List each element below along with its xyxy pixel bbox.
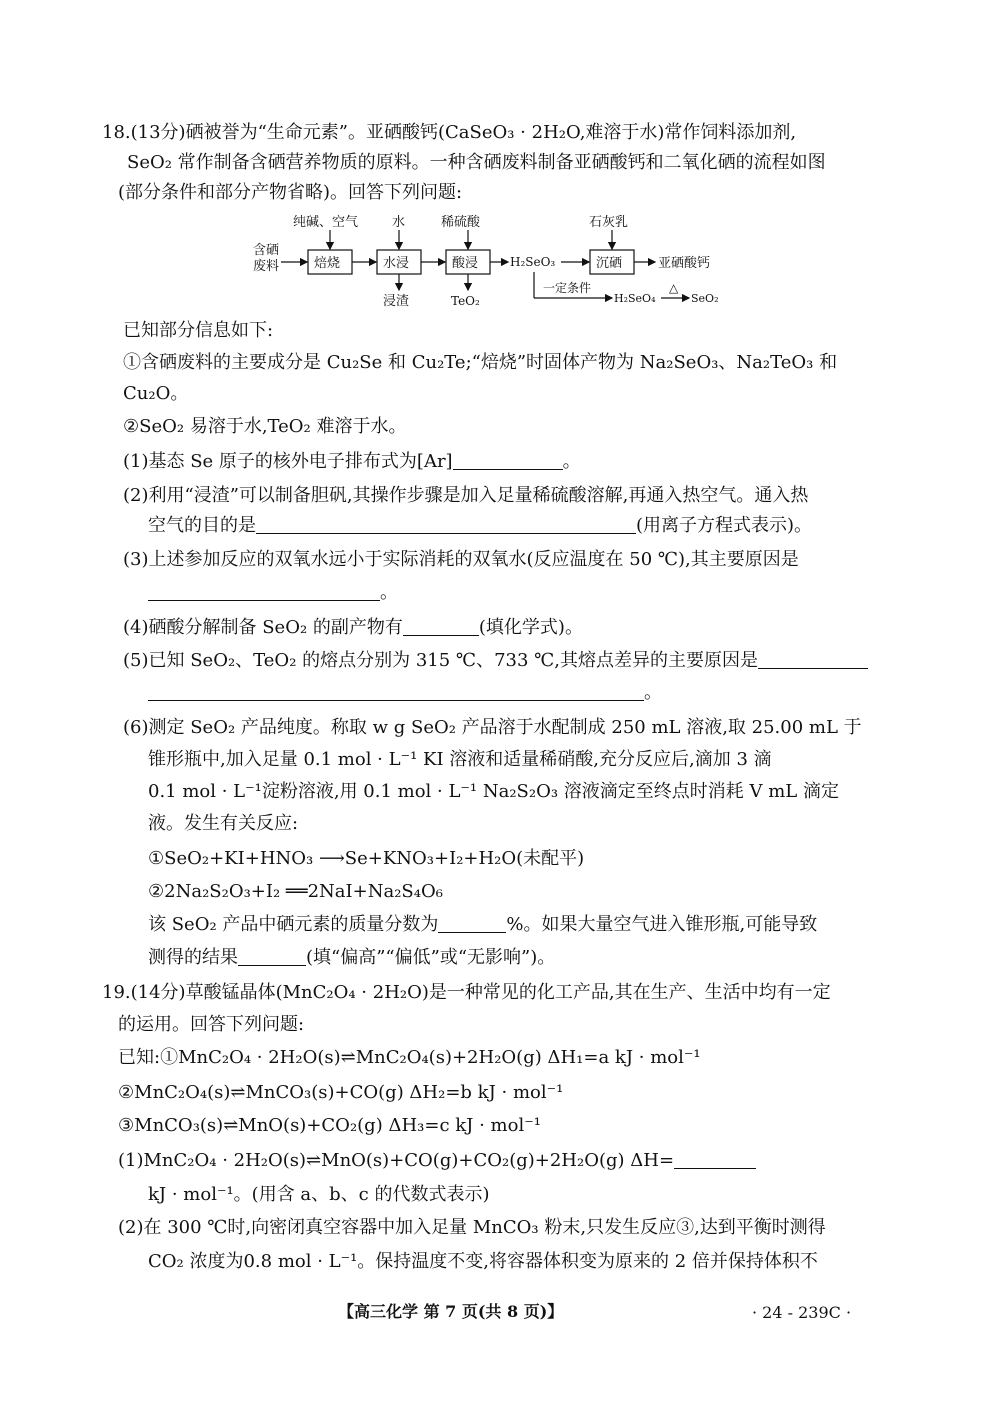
q18-part6c: 0.1 mol · L⁻¹淀粉溶液,用 0.1 mol · L⁻¹ Na₂S₂O₃ 溶液滴定至终点时消耗 V mL 滴定	[148, 781, 839, 802]
answer-blank-6a[interactable]	[438, 914, 506, 933]
q18-part5a: (5)已知 SeO₂、TeO₂ 的熔点分别为 315 ℃、733 ℃,其熔点差异的主要原因是	[123, 648, 868, 674]
info-2: ②SeO₂ 易溶于水,TeO₂ 难溶于水。	[123, 416, 407, 437]
process-flow-diagram	[245, 212, 745, 314]
page-code: · 24 - 239C ·	[752, 1303, 852, 1322]
page-footer: 【高三化学 第 7 页(共 8 页)】	[338, 1302, 564, 1321]
q19-part1a: (1)MnC₂O₄ · 2H₂O(s)⇌MnO(s)+CO(g)+CO₂(g)+2H₂O(g) ΔH=	[118, 1148, 756, 1174]
info-1b: Cu₂O。	[123, 383, 189, 404]
answer-blank-2[interactable]	[256, 515, 636, 534]
known-reaction-2: ②MnC₂O₄(s)⇌MnCO₃(s)+CO(g) ΔH₂=b kJ · mol⁻¹	[118, 1082, 564, 1103]
known-title: 已知部分信息如下:	[123, 320, 274, 341]
reaction-1: ①SeO₂+KI+HNO₃ ⟶Se+KNO₃+I₂+H₂O(未配平)	[148, 848, 585, 869]
q18-part4: (4)硒酸分解制备 SeO₂ 的副产物有 (填化学式)。	[123, 617, 583, 638]
q18-head: 18.(13分)硒被誉为“生命元素”。亚硒酸钙(CaSeO₃ · 2H₂O,难溶于水)常作饲料添加剂,	[102, 122, 797, 143]
q19-part1b: kJ · mol⁻¹。(用含 a、b、c 的代数式表示)	[148, 1184, 490, 1205]
q18-part6a: (6)测定 SeO₂ 产品纯度。称取 w g SeO₂ 产品溶于水配制成 250 mL 溶液,取 25.00 mL 于	[123, 717, 862, 738]
reaction-2: ②2Na₂S₂O₃+I₂ ══2NaI+Na₂S₄O₆	[148, 881, 443, 902]
flow-input-1: 纯碱、空气	[293, 215, 359, 230]
answer-blank-4[interactable]	[403, 617, 479, 636]
answer-blank-5a[interactable]	[758, 650, 868, 669]
flow-condition: 一定条件	[543, 281, 592, 295]
q19-line2: 的运用。回答下列问题:	[118, 1014, 305, 1035]
flow-h2seo4: H₂SeO₄	[614, 292, 656, 305]
flow-heat-symbol: △	[669, 281, 679, 295]
q18-part6e: 该 SeO₂ 产品中硒元素的质量分数为 %。如果大量空气进入锥形瓶,可能导致	[148, 914, 818, 935]
flow-input-3: 稀硫酸	[441, 215, 481, 230]
q19-part2a: (2)在 300 ℃时,向密闭真空容器中加入足量 MnCO₃ 粉末,只发生反应③,达到平衡时测得	[118, 1217, 826, 1238]
info-1a: ①含硒废料的主要成分是 Cu₂Se 和 Cu₂Te;“焙烧”时固体产物为 Na₂SeO₃、Na₂TeO₃ 和	[123, 352, 838, 373]
q18-part6d: 液。发生有关反应:	[148, 813, 299, 834]
q19-part2b: CO₂ 浓度为0.8 mol · L⁻¹。保持温度不变,将容器体积变为原来的 2 倍并保持体积不	[148, 1251, 818, 1272]
flow-input-2: 水	[392, 215, 406, 230]
q18-part6b: 锥形瓶中,加入足量 0.1 mol · L⁻¹ KI 溶液和适量稀硝酸,充分反应后,滴加 3 滴	[148, 749, 772, 770]
q18-part3a: (3)上述参加反应的双氧水远小于实际消耗的双氧水(反应温度在 50 ℃),其主要原因是	[123, 549, 799, 570]
flow-product-seo2: SeO₂	[691, 292, 719, 305]
flow-box-roast-label: 焙烧	[314, 256, 341, 271]
answer-blank-3[interactable]	[148, 582, 380, 601]
flow-output-residue: 浸渣	[383, 294, 410, 309]
answer-blank-1[interactable]	[453, 451, 563, 470]
flow-output-teo2: TeO₂	[451, 294, 480, 308]
flow-box-precipitate-label: 沉硒	[596, 256, 623, 271]
known-reaction-1: 已知:①MnC₂O₄ · 2H₂O(s)⇌MnC₂O₄(s)+2H₂O(g) ΔH₁=a kJ · mol⁻¹	[118, 1047, 701, 1068]
flow-input-4: 石灰乳	[589, 215, 629, 230]
flow-raw-2: 废料	[253, 259, 280, 274]
q18-part2a: (2)利用“浸渣”可以制备胆矾,其操作步骤是加入足量稀硫酸溶解,再通入热空气。通入热	[123, 485, 809, 506]
q18-part2b: 空气的目的是 (用离子方程式表示)。	[148, 515, 813, 536]
q18-part5b: 。	[148, 680, 662, 706]
known-reaction-3: ③MnCO₃(s)⇌MnO(s)+CO₂(g) ΔH₃=c kJ · mol⁻¹	[118, 1115, 541, 1136]
answer-blank-6b[interactable]	[238, 947, 306, 966]
flow-box-acid-leach-label: 酸浸	[452, 256, 479, 271]
flow-h2seo3: H₂SeO₃	[510, 255, 556, 269]
q18-line3: (部分条件和部分产物省略)。回答下列问题:	[118, 182, 463, 203]
q18-line2: SeO₂ 常作制备含硒营养物质的原料。一种含硒废料制备亚硒酸钙和二氧化硒的流程如图	[127, 152, 826, 173]
answer-blank-5b[interactable]	[148, 682, 644, 701]
q18-part1: (1)基态 Se 原子的核外电子排布式为[Ar] 。	[123, 451, 581, 472]
flow-product-calcium-selenite: 亚硒酸钙	[658, 256, 711, 271]
q19-head: 19.(14分)草酸锰晶体(MnC₂O₄ · 2H₂O)是一种常见的化工产品,其在生产、生活中均有一定	[102, 982, 831, 1003]
q18-part3b: 。	[148, 580, 398, 606]
flow-box-water-leach-label: 水浸	[383, 256, 410, 271]
flow-raw-1: 含硒	[253, 243, 280, 258]
q18-part6f: 测得的结果 (填“偏高”“偏低”或“无影响”)。	[148, 947, 556, 968]
answer-blank-19-1[interactable]	[674, 1150, 756, 1169]
